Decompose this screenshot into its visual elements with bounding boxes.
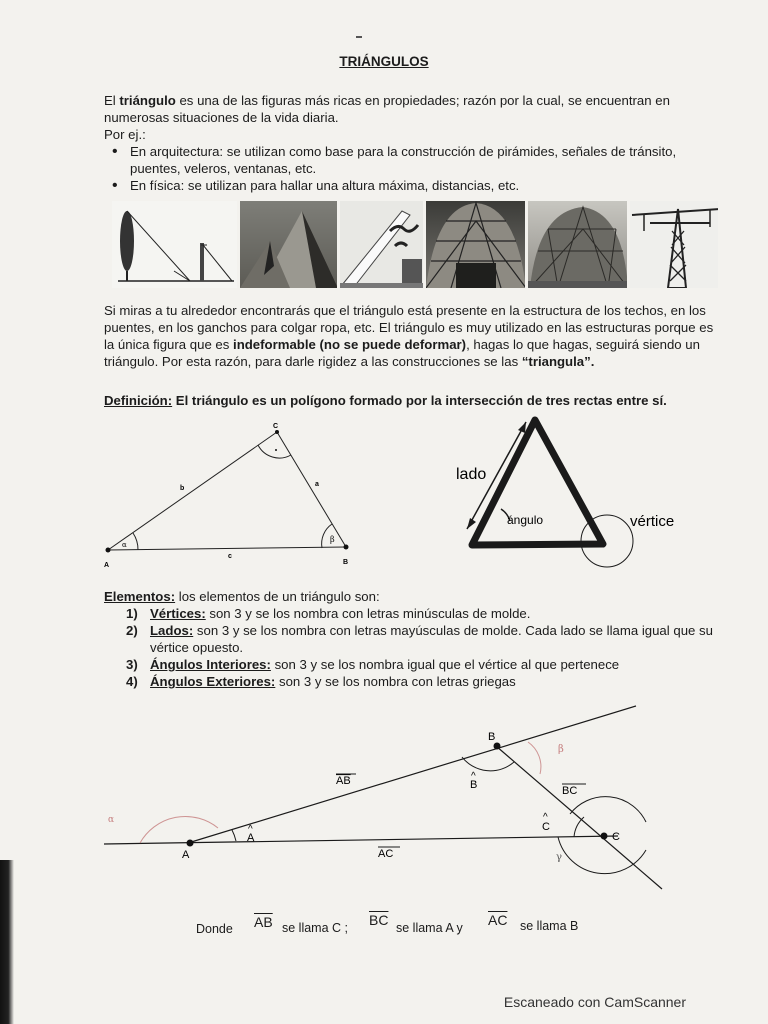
tree-height-sketch [112, 201, 237, 288]
segment-label-ab: AB [336, 775, 351, 787]
camscanner-footer: Escaneado con CamScanner [503, 994, 686, 1010]
element-number: 2) [126, 623, 138, 638]
element-term: Lados: [150, 623, 194, 638]
naming-rule-line [196, 912, 616, 942]
intro-bold-word: triángulo [119, 93, 176, 108]
definition-line [104, 392, 724, 409]
triangle-parts-diagram [440, 408, 700, 578]
angle-label-b: B [470, 779, 478, 791]
exterior-label-gamma: γ [556, 852, 562, 863]
angle-label-a: A [247, 832, 255, 844]
element-text: son 3 y se los nombra con letras minúsculas de molde. [205, 606, 531, 621]
element-item-vertices [126, 605, 724, 622]
definition-text: El triángulo es un polígono formado por la intersección de tres rectas entre sí. [172, 393, 667, 408]
rigidity-text-middle: , hagas lo que hagas, seguirá siendo un triángulo. Por esta razón, para darle rigidez a las construcciones se las [104, 337, 700, 369]
geodesic-dome-photo-1 [426, 201, 525, 288]
examples-list [104, 143, 722, 194]
point-label-c: C [612, 831, 620, 843]
example-photo-strip [112, 201, 718, 288]
page-top-mark [356, 36, 362, 38]
donde-word: Donde [196, 922, 233, 936]
elements-block [104, 588, 724, 690]
side-label-c: c [228, 553, 232, 560]
angle-hat-c: ^ [543, 812, 548, 823]
scan-edge-shadow [0, 860, 14, 1024]
donde-segment-bc: $\overline{BC}$ [369, 912, 389, 928]
exterior-label-beta: β [558, 744, 564, 755]
angle-label-beta: β [330, 535, 335, 544]
rigidity-text-start: Si miras a tu alrededor encontrarás que el triángulo está presente en la estructura de los techos, en los puentes, en los ganchos para colgar ropa, etc. El triángulo es muy utilizado en las estructuras porque es la única figura que es [104, 303, 714, 352]
label-angulo: ángulo [507, 513, 544, 527]
example-item-architecture: • En arquitectura: se utilizan como base para la construcción de pirámides, señales de tránsito, puentes, veleros, ventanas, etc. [104, 143, 722, 177]
segment-label-ac: AC [378, 848, 394, 860]
pyramid-photo [240, 201, 337, 288]
donde-text-c: se llama C ; [282, 921, 348, 935]
element-item-exterior-angles [126, 673, 724, 690]
element-number: 1) [126, 606, 138, 621]
element-item-sides [126, 622, 724, 656]
definition-label: Definición: [104, 393, 173, 408]
intro-text-start: El [104, 93, 120, 108]
element-term: Ángulos Interiores: [150, 657, 271, 672]
element-number: 3) [126, 657, 138, 672]
intro-text-end: es una de las figuras más ricas en propiedades; razón por la cual, se encuentran en numerosas situaciones de la vida diaria. [104, 93, 670, 125]
power-tower-photo [630, 201, 718, 288]
vertex-label-b: B [343, 559, 349, 566]
side-label-a: a [315, 481, 319, 488]
donde-text-a: se llama A y [396, 921, 463, 935]
element-item-interior-angles [126, 656, 724, 673]
page-title: TRIÁNGULOS [339, 54, 429, 69]
geodesic-dome-photo-2 [528, 201, 627, 288]
element-text: son 3 y se los nombra igual que el vértice al que pertenece [270, 657, 620, 672]
exterior-angles-diagram [100, 700, 700, 900]
rigidity-bold-triangula: “triangula”. [521, 354, 595, 369]
elements-list [126, 605, 724, 690]
elements-label: Elementos: [104, 589, 176, 604]
angle-hat-a: ^ [248, 824, 253, 835]
donde-text-b: se llama B [520, 919, 579, 933]
rigidity-bold-indeformable: indeformable (no se puede deformar) [233, 337, 467, 352]
vertex-label-a: A [104, 562, 110, 569]
elements-intro: los elementos de un triángulo son: [175, 589, 380, 604]
angle-label-alpha: α [122, 541, 127, 549]
label-lado: lado [456, 466, 487, 483]
element-term: Vértices: [150, 606, 206, 621]
rigidity-paragraph [104, 302, 724, 370]
angle-label-c: C [542, 821, 550, 833]
angle-hat-b: ^ [471, 771, 476, 782]
exterior-label-alpha: α [108, 815, 115, 825]
point-label-b: B [488, 731, 496, 743]
element-text: son 3 y se los nombra con letras mayúsculas de molde. Cada lado se llama igual que su vértice opuesto. [150, 623, 713, 655]
element-term: Ángulos Exteriores: [150, 674, 276, 689]
element-text: son 3 y se los nombra con letras griegas [275, 674, 516, 689]
intro-example-label: Por ej.: [104, 127, 146, 142]
playground-slide-photo [340, 201, 423, 288]
donde-segment-ab: $\overline{AB}$ [254, 914, 273, 930]
element-number: 4) [126, 674, 138, 689]
donde-segment-ac: $\overline{AC}$ [488, 912, 508, 928]
triangle-abc-diagram [100, 418, 370, 574]
side-label-b: b [180, 485, 185, 492]
intro-paragraph [104, 92, 722, 126]
elements-heading [104, 588, 724, 605]
point-label-a: A [182, 849, 190, 861]
segment-label-bc: BC [562, 785, 578, 797]
intro-block [104, 92, 722, 194]
label-vertice: vértice [630, 513, 675, 530]
example-item-physics: • En física: se utilizan para hallar una altura máxima, distancias, etc. [104, 177, 722, 194]
vertex-label-c: C [273, 423, 279, 430]
